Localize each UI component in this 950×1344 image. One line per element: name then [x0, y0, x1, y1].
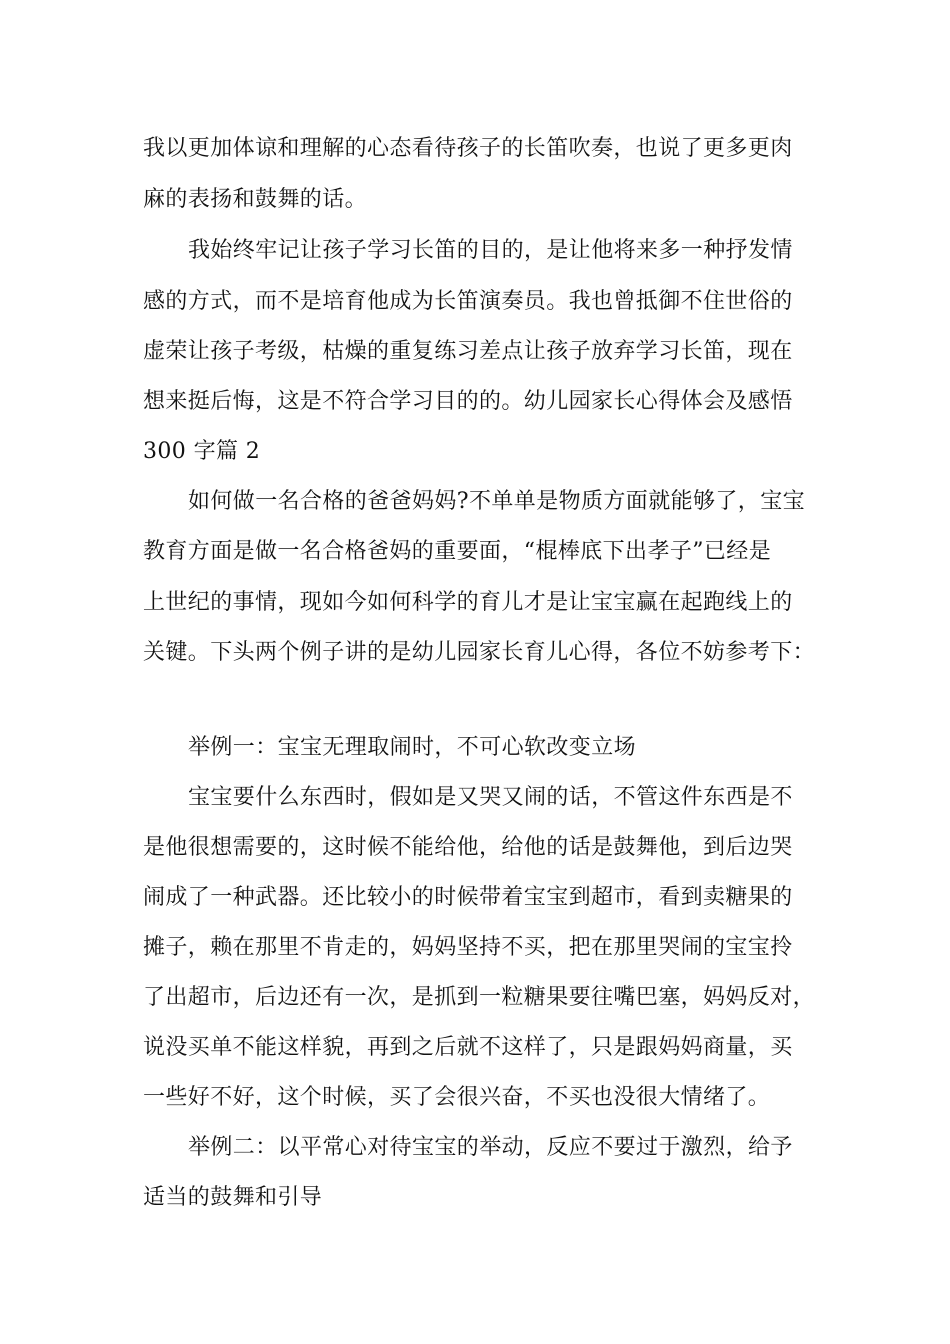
paragraph-line: 一些好不好，这个时候，买了会很兴奋，不买也没很大情绪了。 [143, 1085, 771, 1110]
section-heading-example-1: 举例一：宝宝无理取闹时，不可心软改变立场 [188, 735, 637, 760]
paragraph-line: 上世纪的事情，现如今如何科学的育儿才是让宝宝赢在起跑线上的 [143, 590, 793, 615]
paragraph-line: 教育方面是做一名合格爸妈的重要面，“棍棒底下出孝子”已经是 [143, 539, 772, 564]
paragraph-line: 我始终牢记让孩子学习长笛的目的，是让他将来多一种抒发情 [188, 238, 793, 263]
paragraph-line: 了出超市，后边还有一次，是抓到一粒糖果要往嘴巴塞，妈妈反对， [143, 985, 816, 1010]
section-heading-example-2-continued: 适当的鼓舞和引导 [143, 1185, 323, 1210]
paragraph-line: 我以更加体谅和理解的心态看待孩子的长笛吹奏，也说了更多更肉 [143, 136, 793, 161]
section-heading-example-2: 举例二：以平常心对待宝宝的举动，反应不要过于激烈，给予 [188, 1135, 793, 1160]
paragraph-line: 虚荣让孩子考级，枯燥的重复练习差点让孩子放弃学习长笛，现在 [143, 339, 793, 364]
paragraph-line: 如何做一名合格的爸爸妈妈?不单单是物质方面就能够了，宝宝 [188, 489, 805, 514]
paragraph-line: 想来挺后悔，这是不符合学习目的的。幼儿园家长心得体会及感悟 [143, 389, 793, 414]
paragraph-line: 300 字篇 2 [143, 439, 261, 464]
paragraph-line: 关键。下头两个例子讲的是幼儿园家长育儿心得，各位不妨参考下： [143, 640, 816, 665]
paragraph-line: 摊子，赖在那里不肯走的，妈妈坚持不买，把在那里哭闹的宝宝拎 [143, 935, 793, 960]
paragraph-line: 麻的表扬和鼓舞的话。 [143, 187, 368, 212]
paragraph-line: 感的方式，而不是培育他成为长笛演奏员。我也曾抵御不住世俗的 [143, 289, 793, 314]
paragraph-line: 宝宝要什么东西时，假如是又哭又闹的话，不管这件东西是不 [188, 785, 793, 810]
paragraph-line: 闹成了一种武器。还比较小的时候带着宝宝到超市，看到卖糖果的 [143, 885, 793, 910]
paragraph-line: 是他很想需要的，这时候不能给他，给他的话是鼓舞他，到后边哭 [143, 835, 793, 860]
paragraph-line: 说没买单不能这样貌，再到之后就不这样了，只是跟妈妈商量，买 [143, 1035, 793, 1060]
